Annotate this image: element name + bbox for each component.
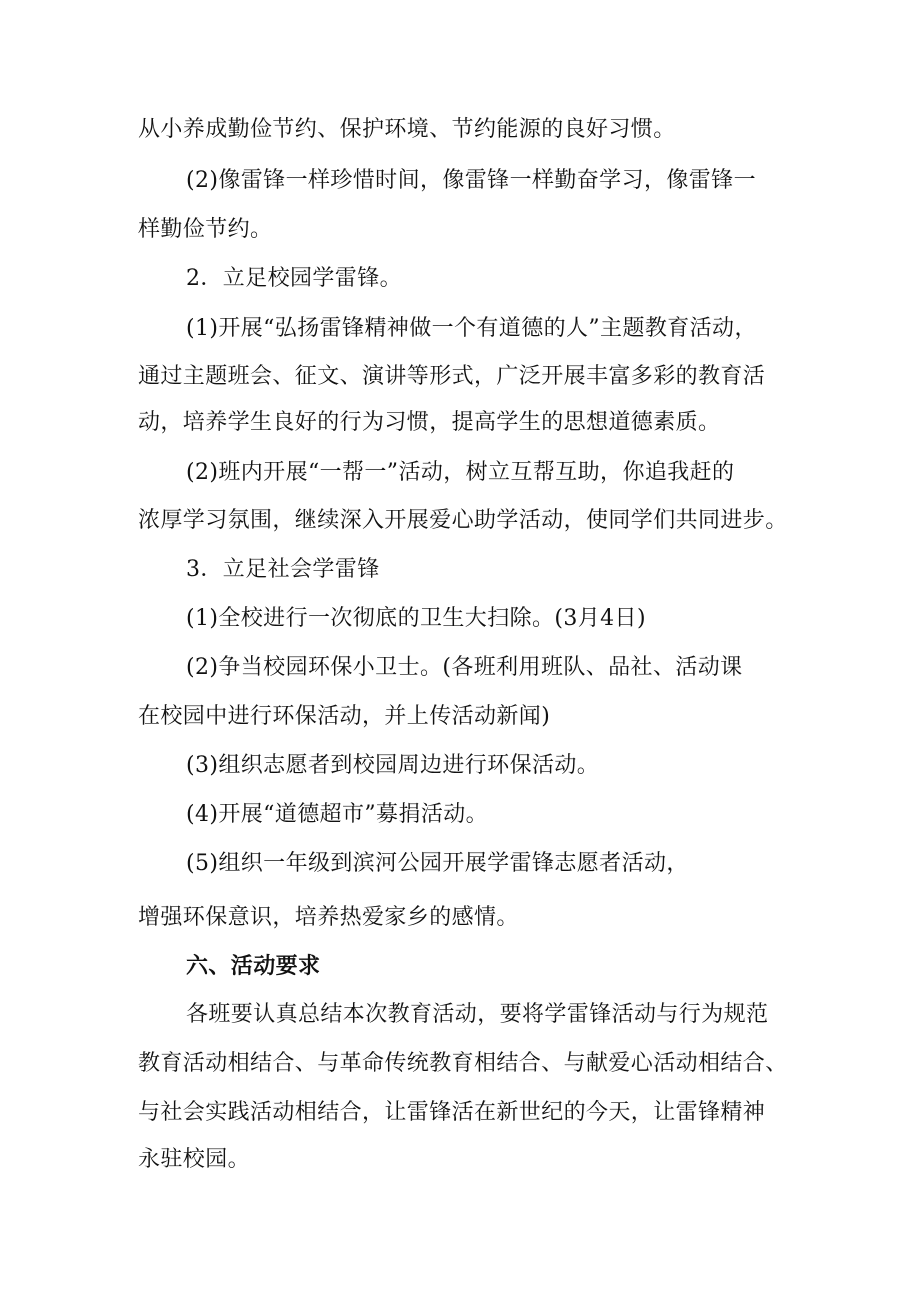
paragraph-line: 通过主题班会、征文、演讲等形式，广泛开展丰富多彩的教育活 <box>138 364 766 389</box>
paragraph-line: (2)争当校园环保小卫士。(各班利用班队、品社、活动课 <box>186 655 743 680</box>
paragraph-line: 各班要认真总结本次教育活动，要将学雷锋活动与行为规范 <box>186 1002 769 1027</box>
paragraph-line: 样勤俭节约。 <box>138 217 273 242</box>
paragraph-line: (1)开展“弘扬雷锋精神做一个有道德的人”主题教育活动， <box>186 316 757 341</box>
paragraph-line: 浓厚学习氛围，继续深入开展爱心助学活动，使同学们共同进步。 <box>138 508 788 533</box>
paragraph-line: 从小养成勤俭节约、保护环境、节约能源的良好习惯。 <box>138 117 676 142</box>
paragraph-line: (2)像雷锋一样珍惜时间，像雷锋一样勤奋学习，像雷锋一 <box>186 168 756 193</box>
paragraph-line: (4)开展“道德超市”募捐活动。 <box>186 802 489 827</box>
paragraph-line: 动，培养学生良好的行为习惯，提高学生的思想道德素质。 <box>138 410 721 435</box>
section-heading: 2．立足校园学雷锋。 <box>186 266 402 291</box>
section-title: 六、活动要求 <box>186 954 321 979</box>
paragraph-line: (2)班内开展“一帮一”活动，树立互帮互助，你追我赶的 <box>186 460 735 485</box>
paragraph-line: (3)组织志愿者到校园周边进行环保活动。 <box>186 753 600 778</box>
paragraph-line: 在校园中进行环保活动，并上传活动新闻) <box>138 704 551 729</box>
paragraph-line: (1)全校进行一次彻底的卫生大扫除。(3月4日) <box>186 606 646 631</box>
paragraph-line: (5)组织一年级到滨河公园开展学雷锋志愿者活动， <box>186 851 689 876</box>
paragraph-line: 教育活动相结合、与革命传统教育相结合、与献爱心活动相结合、 <box>138 1051 788 1076</box>
paragraph-line: 增强环保意识，培养热爱家乡的感情。 <box>138 905 519 930</box>
section-heading: 3．立足社会学雷锋 <box>186 557 380 582</box>
paragraph-line: 与社会实践活动相结合，让雷锋活在新世纪的今天，让雷锋精神 <box>138 1100 766 1125</box>
paragraph-line: 永驻校园。 <box>138 1147 251 1172</box>
